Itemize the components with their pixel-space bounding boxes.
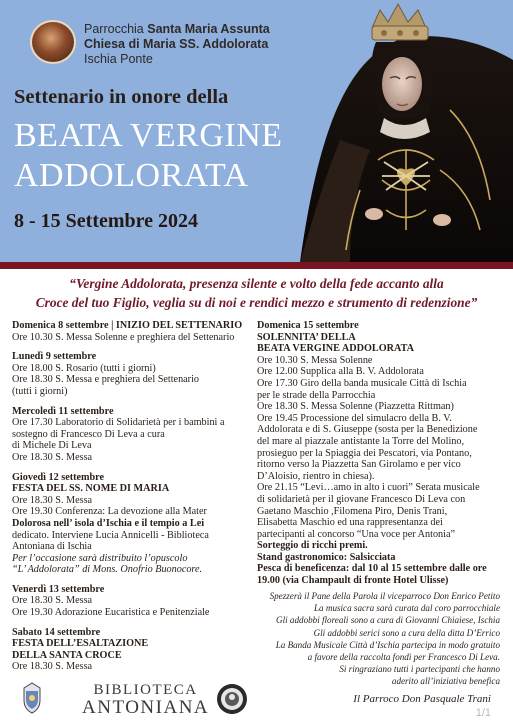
program-line: Ore 17.30 Giro della banda musicale Città di Ischia bbox=[257, 377, 467, 389]
program-line: (tutti i giorni) bbox=[12, 385, 68, 397]
quote-line-1: “Vergine Addolorata, presenza silente e volto della fede accanto alla bbox=[69, 276, 444, 291]
program-day-block bbox=[257, 320, 507, 587]
program-line: Stand gastronomico: Salsicciata bbox=[257, 551, 396, 563]
program-line: per le strade della Parrocchia bbox=[257, 389, 376, 401]
program-line: Sorteggio di ricchi premi. bbox=[257, 540, 368, 552]
program-line: Dolorosa nell’ isola d’Ischia e il tempio a Lei bbox=[12, 517, 205, 529]
program-line: Elisabetta Maschio ed una rappresentanza dei bbox=[257, 517, 443, 529]
program-line: FESTA DELL’ESALTAZIONE bbox=[12, 638, 149, 650]
program-left-column bbox=[12, 320, 252, 681]
program-line: ritorno verso la Piazzetta San Girolamo e per vico bbox=[257, 459, 461, 471]
program-line: Ore 17.30 Laboratorio di Solidarietà per i bambini a bbox=[12, 417, 225, 429]
program-line: del mare al piazzale antistante la Torre del Molino, bbox=[257, 435, 465, 447]
credit-line: aderito all’iniziativa benefica bbox=[391, 676, 500, 687]
credit-line: Gli addobbi serici sono a cura della ditta D’Errico bbox=[313, 627, 500, 638]
program-line: D’Aloisio, rientro in chiesa). bbox=[257, 470, 375, 482]
program-line: sostegno di Francesco Di Leva a cura bbox=[12, 428, 165, 440]
credit-line: La musica sacra sarà curata dal coro parrocchiale bbox=[314, 603, 500, 614]
municipal-crest-icon bbox=[20, 682, 44, 714]
quote-line-2: Croce del tuo Figlio, veglia su di noi e rendici mezzo e strumento di redenzione” bbox=[35, 295, 478, 310]
subtitle: Settenario in onore della bbox=[14, 86, 229, 108]
program-line: Ore 10.30 S. Messa Solenne e preghiera del Settenario bbox=[12, 331, 235, 343]
program-day-heading: Lunedì 9 settembre bbox=[12, 351, 97, 363]
program-line: “L’ Addolorata” di Mons. Onofrio Buonocore. bbox=[12, 564, 203, 576]
library-name-line-1: BIBLIOTECA bbox=[93, 682, 198, 698]
program-line: Pesca di beneficenza: dal 10 al 15 settembre dalle ore bbox=[257, 563, 487, 575]
program-line: 19.00 (via Champault di fronte Hotel Ulisse) bbox=[257, 575, 449, 587]
divider-band bbox=[0, 262, 513, 269]
program-line: Addolorata e di S. Giuseppe (sosta per la Benedizione bbox=[257, 424, 478, 436]
page-title bbox=[14, 116, 283, 196]
program-line: Per l’occasione sarà distribuito l’opuscolo bbox=[12, 552, 188, 564]
credit-line: Gli addobbi floreali sono a cura di Giovanni Chiaiese, Ischia bbox=[276, 615, 500, 626]
program-line: Ore 18.30 S. Messa bbox=[12, 451, 93, 463]
program-day-block bbox=[12, 584, 252, 619]
program-line: FESTA DEL SS. NOME DI MARIA bbox=[12, 483, 170, 495]
program-line: dedicato. Interviene Lucia Annicelli - Biblioteca bbox=[12, 529, 209, 541]
credit-line: Spezzerà il Pane della Parola il viceparroco Don Enrico Petito bbox=[269, 591, 500, 601]
association-seal-icon bbox=[216, 683, 248, 715]
program-line: prosieguo per la Spiaggia dei Pescatori, via Pontano, bbox=[257, 447, 472, 459]
program-line: DELLA SANTA CROCE bbox=[12, 649, 122, 661]
program-day-block bbox=[12, 472, 252, 576]
program-line: Ore 18.30 S. Messa bbox=[12, 595, 93, 607]
program-day-block bbox=[12, 406, 252, 464]
credits-notes bbox=[236, 590, 500, 688]
program-day-heading: Sabato 14 settembre bbox=[12, 626, 101, 638]
prayer-quote bbox=[6, 274, 507, 312]
parish-logo-icon bbox=[30, 20, 76, 64]
program-line: Ore 18.30 S. Messa bbox=[12, 494, 93, 506]
program-day-block bbox=[12, 320, 252, 343]
program-day-heading: Domenica 15 settembre bbox=[257, 320, 359, 331]
credit-line: La Banda Musicale Città d’Ischia partecipa in modo gratuito bbox=[275, 639, 500, 650]
program-line: Ore 21.15 “Levi…amo in alto i cuori” Serata musicale bbox=[257, 482, 480, 494]
title-line-2: ADDOLORATA bbox=[14, 157, 249, 194]
biblioteca-antoniana-logo bbox=[82, 682, 209, 718]
program-day-heading: Domenica 8 settembre | INIZIO DEL SETTENARIO bbox=[12, 320, 243, 331]
program-day-heading: Venerdì 13 settembre bbox=[12, 583, 105, 595]
program-line: Ore 19.30 Conferenza: La devozione alla Mater bbox=[12, 506, 207, 518]
program-line: di Michele Di Leva bbox=[12, 440, 92, 452]
program-line: Ore 18.30 S. Messa Solenne (Piazzetta Rittman) bbox=[257, 401, 454, 413]
program-line: Ore 18.30 S. Messa e preghiera del Settenario bbox=[12, 374, 199, 386]
program-day-heading: Giovedì 12 settembre bbox=[12, 471, 105, 483]
program-line: SOLENNITA’ DELLA bbox=[257, 331, 356, 343]
church-name: Chiesa di Maria SS. Addolorata bbox=[84, 37, 269, 51]
program-line: Antoniana di Ischia bbox=[12, 541, 92, 553]
event-dates: 8 - 15 Settembre 2024 bbox=[14, 210, 199, 232]
program-line: BEATA VERGINE ADDOLORATA bbox=[257, 343, 414, 355]
program-line: Ore 18.00 S. Rosario (tutti i giorni) bbox=[12, 362, 156, 374]
page-number: 1/1 bbox=[475, 707, 491, 719]
program-line: di solidarietà per il giovane Francesco Di Leva con bbox=[257, 493, 466, 505]
program-day-block bbox=[12, 627, 252, 673]
parish-name-prefix: Parrocchia bbox=[84, 22, 148, 36]
credit-line: a favore della raccolta fondi per Francesco Di Leva. bbox=[307, 652, 500, 663]
signature: Il Parroco Don Pasquale Trani bbox=[353, 693, 491, 705]
program-line: Ore 19.30 Adorazione Eucaristica e Penitenziale bbox=[12, 607, 210, 619]
header-banner bbox=[0, 0, 513, 262]
parish-name: Santa Maria Assunta bbox=[147, 22, 270, 36]
credit-line: Si ringraziano tutti i partecipanti che hanno bbox=[339, 664, 500, 675]
program-day-block bbox=[12, 351, 252, 397]
parish-info bbox=[84, 22, 270, 67]
library-name-line-2: ANTONIANA bbox=[82, 697, 210, 718]
program-line: Ore 19.45 Processione del simulacro della B. V. bbox=[257, 412, 452, 424]
program-line: Gaetano Maschio ,Filomena Piro, Denis Trani, bbox=[257, 505, 448, 517]
program-line: Ore 18.30 S. Messa bbox=[12, 661, 93, 673]
program-line: Ore 12.00 Supplica alla B. V. Addolorata bbox=[257, 366, 424, 378]
program-line: partecipanti al concorso “Una voce per Antonia” bbox=[257, 528, 456, 540]
parish-location: Ischia Ponte bbox=[84, 52, 153, 66]
program-day-heading: Mercoledì 11 settembre bbox=[12, 405, 114, 417]
program-right-column bbox=[257, 320, 507, 595]
title-line-1: BEATA VERGINE bbox=[14, 117, 283, 154]
madonna-statue-image bbox=[280, 0, 513, 262]
program-line: Ore 10.30 S. Messa Solenne bbox=[257, 354, 373, 366]
